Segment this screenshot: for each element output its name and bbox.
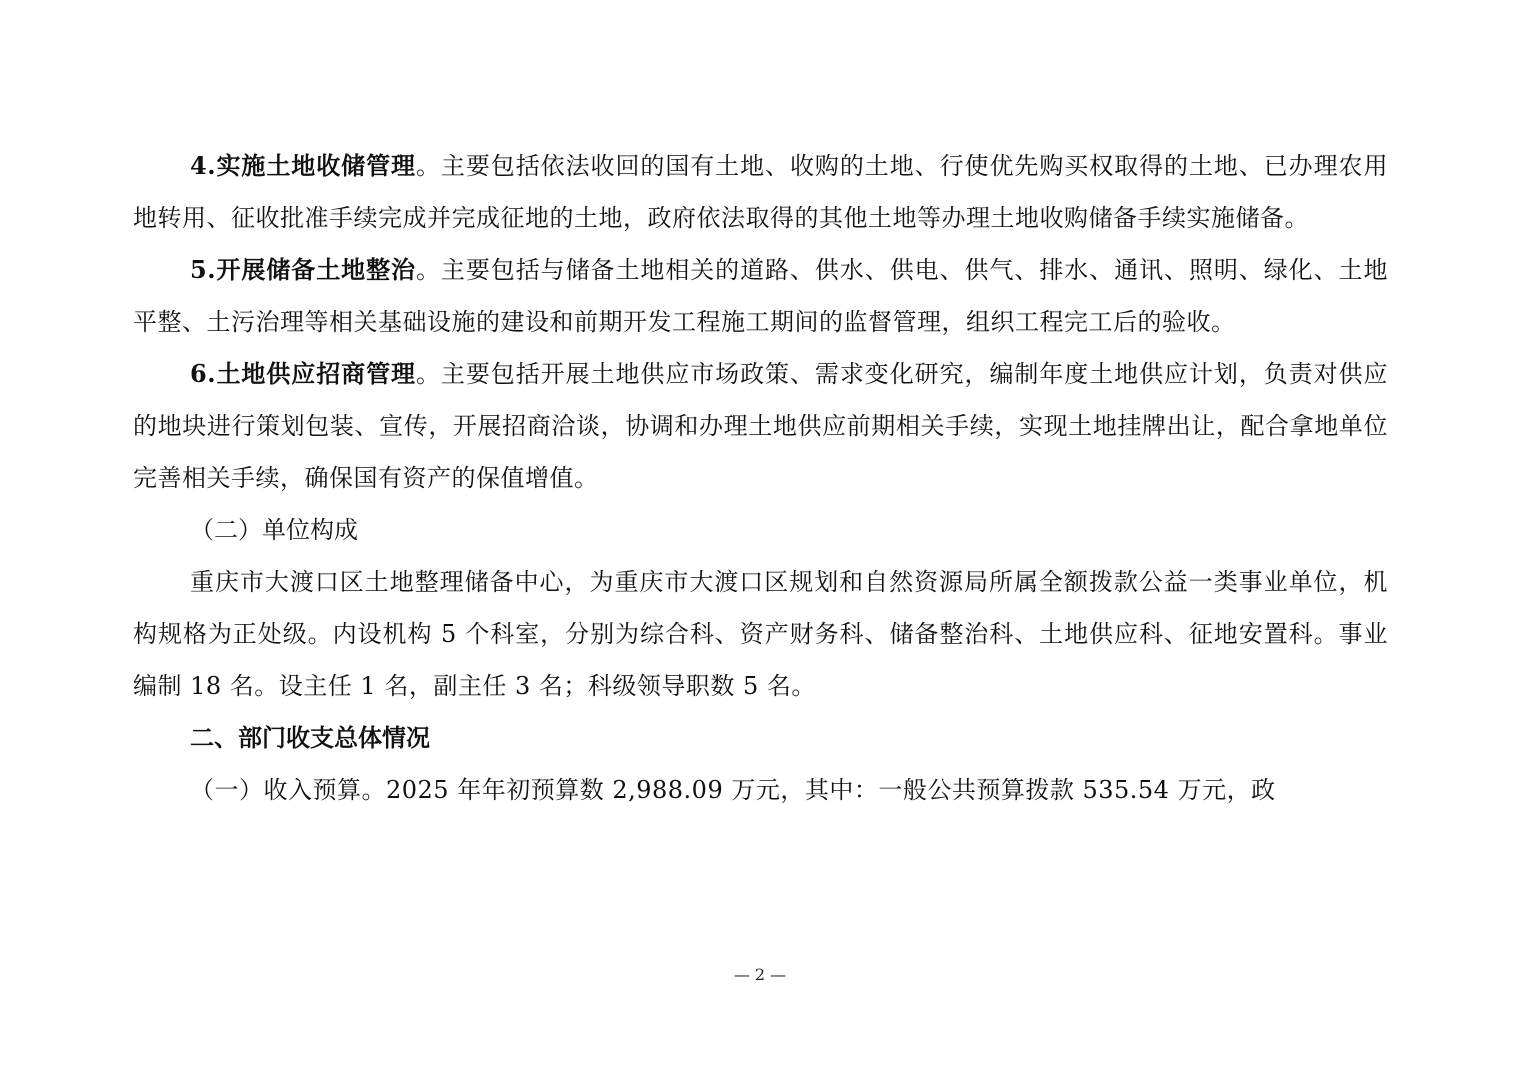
paragraph-unit-composition: 重庆市大渡口区土地整理储备中心，为重庆市大渡口区规划和自然资源局所属全额拨款公益一类事业单位，机构规格为正处级。内设机构 5 个科室，分别为综合科、资产财务科、储备整治科、土地供应科、征地安置科。事业编制 18 名。设主任 1 名，副主任 3 名；科级领导职数 5 名。 (133, 568, 1388, 700)
paragraph-text: 。2025 年年初预算数 2,988.09 万元，其中：一般公共预算拨款 535.54 万元，政 (361, 776, 1276, 804)
paragraph-income-budget (133, 764, 1388, 816)
paragraph-lead: 6.土地供应招商管理 (190, 359, 416, 388)
unit-composition-heading: （二）单位构成 (190, 516, 358, 544)
paragraph-text: 。主要包括开展土地供应市场政策、需求变化研究，编制年度土地供应计划，负责对供应的地块进行策划包装、宣传，开展招商洽谈，协调和办理土地供应前期相关手续，实现土地挂牌出让，配合拿地单位完善相关手续，确保国有资产的保值增值。 (133, 360, 1388, 492)
paragraph-lead: 5.开展储备土地整治 (190, 255, 416, 284)
page-number: — 2 — (733, 965, 787, 984)
section-heading-income-expenditure: 二、部门收支总体情况 (190, 723, 430, 752)
paragraph-land-supply (133, 348, 1388, 504)
paragraph-land-reserve-management (133, 140, 1388, 244)
document-body (133, 140, 1388, 816)
paragraph-text: 。主要包括依法收回的国有土地、收购的土地、行使优先购买权取得的土地、已办理农用地转用、征收批准手续完成并完成征地的土地，政府依法取得的其他土地等办理土地收购储备手续实施储备。 (133, 152, 1388, 232)
paragraph-text: 。主要包括与储备土地相关的道路、供水、供电、供气、排水、通讯、照明、绿化、土地平整、土污治理等相关基础设施的建设和前期开发工程施工期间的监督管理，组织工程完工后的验收。 (133, 256, 1388, 336)
paragraph-lead: （一）收入预算 (190, 776, 362, 804)
paragraph-land-remediation (133, 244, 1388, 348)
paragraph-lead: 4.实施土地收储管理 (190, 151, 416, 180)
